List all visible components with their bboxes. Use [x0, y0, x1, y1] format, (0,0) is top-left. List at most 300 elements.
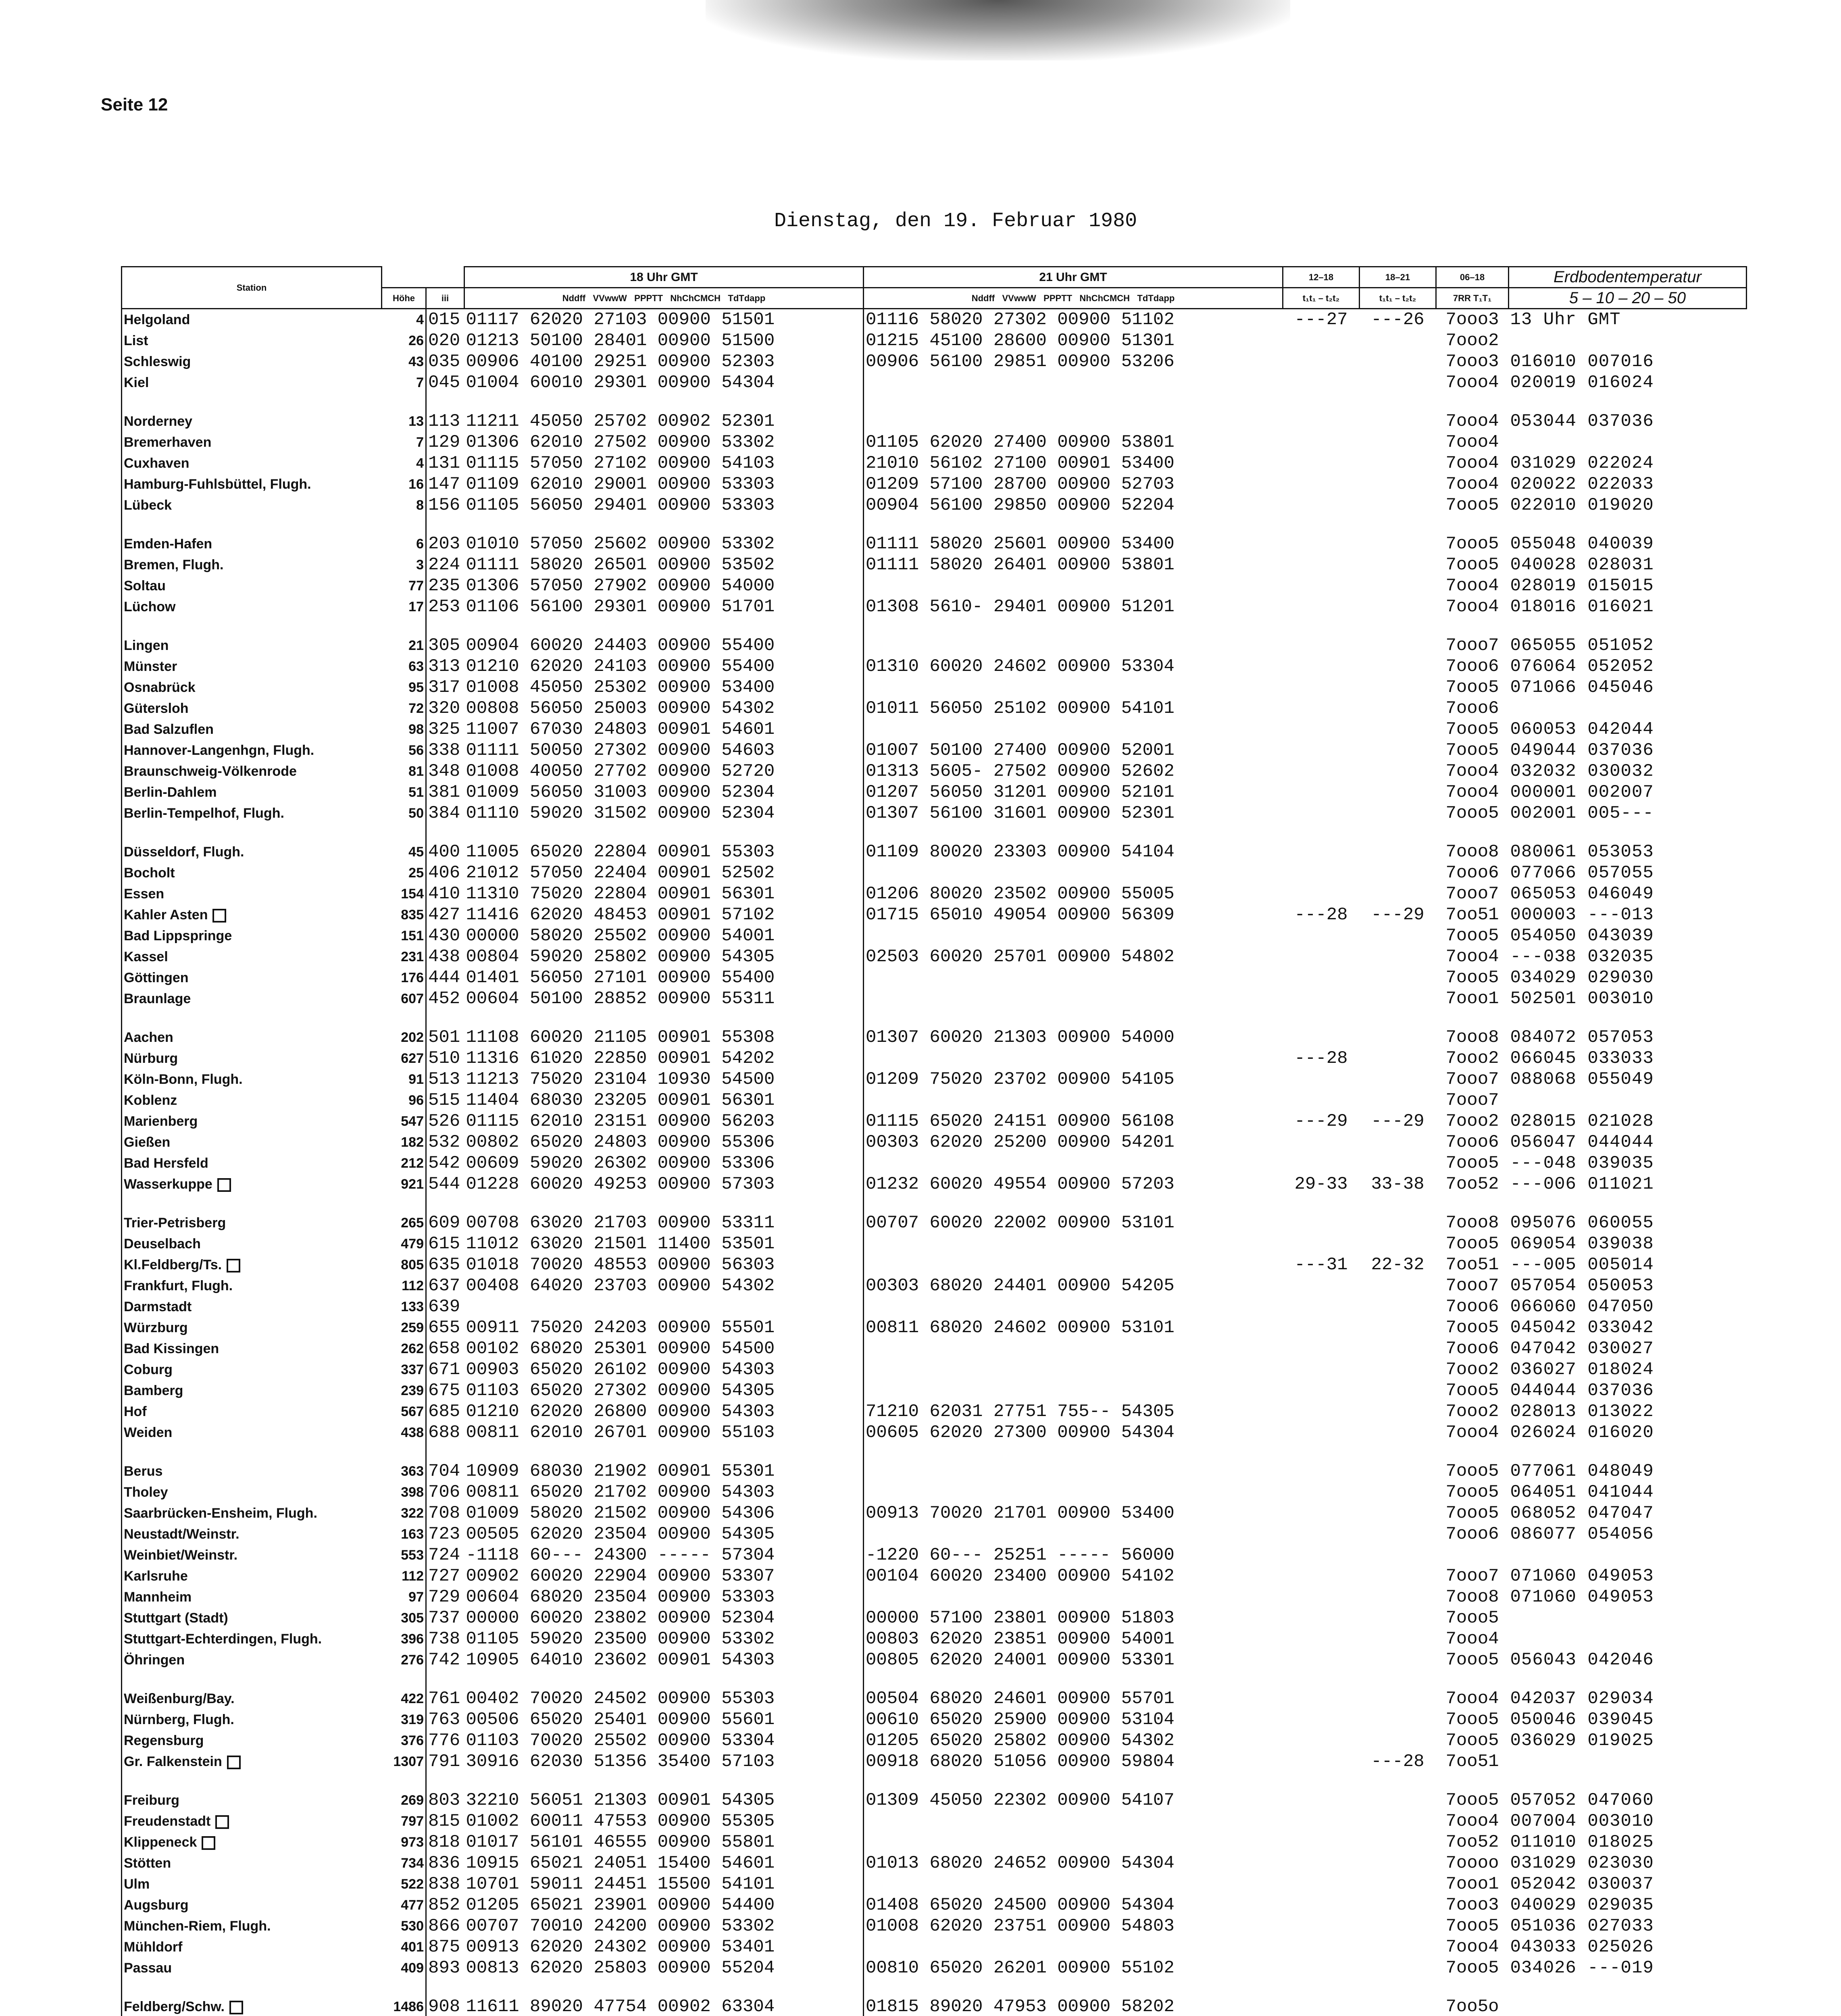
soil-temp [1509, 1996, 1747, 2016]
group-06-18: 7oo52 [1445, 1832, 1499, 1852]
temp-12-18 [1283, 1132, 1360, 1153]
obs-18-uhr: 00708 63020 21703 00900 53311 [464, 1212, 864, 1233]
station-name: Deuselbach [122, 1233, 382, 1254]
obs-18-uhr: 01018 70020 48553 00900 56303 [464, 1254, 864, 1275]
table-row [122, 411, 1747, 432]
station-name: Hof [122, 1401, 382, 1422]
station-id: 384 [428, 803, 460, 823]
soil-temp: 047042 030027 [1510, 1339, 1654, 1359]
row-spacer [122, 1979, 1747, 1996]
group-06-18: 7ooo5 [1445, 1608, 1499, 1628]
group-06-18: 7ooo3 [1445, 1895, 1499, 1915]
obs-18-uhr: 00102 68020 25301 00900 54500 [464, 1338, 864, 1359]
obs-18-uhr: 00804 59020 25802 00900 54305 [464, 946, 864, 967]
scan-smudge [706, 0, 1290, 60]
group-06-18: 7ooo5 [1445, 1503, 1499, 1523]
station-name: Emden-Hafen [122, 533, 382, 554]
temp-12-18 [1283, 1811, 1360, 1832]
table-row [122, 1937, 1747, 1958]
station-id: 253 [428, 597, 460, 617]
soil-temp: 026024 016020 [1510, 1422, 1654, 1443]
temp-12-18 [1283, 635, 1360, 656]
obs-21-uhr [864, 1832, 1283, 1853]
table-row [122, 1132, 1747, 1153]
iii-header: iii [426, 288, 464, 309]
station-name: Würzburg [122, 1317, 382, 1338]
station-id: 400 [428, 842, 460, 862]
obs-18-uhr: 00402 70020 24502 00900 55303 [464, 1688, 864, 1709]
temp-12-18 [1283, 656, 1360, 677]
soil-temp: 028013 013022 [1510, 1402, 1654, 1422]
obs-18-uhr: 01111 58020 26501 00900 53502 [464, 554, 864, 575]
temp-12-18 [1283, 946, 1360, 967]
group-06-18: 7ooo5 [1445, 803, 1499, 823]
station-height: 438 [382, 1422, 426, 1443]
obs-18-uhr: 00902 60020 22904 00900 53307 [464, 1566, 864, 1587]
temp-18-21 [1360, 1338, 1436, 1359]
obs-18-uhr: 21012 57050 22404 00901 52502 [464, 862, 864, 883]
obs-18-uhr: 00408 64020 23703 00900 54302 [464, 1275, 864, 1296]
group-06-18: 7ooo5 [1445, 1234, 1499, 1254]
station-name: Weißenburg/Bay. [122, 1688, 382, 1709]
table-row [122, 698, 1747, 719]
soil-temp: 086077 054056 [1510, 1524, 1654, 1544]
group-06-18: 7ooo5 [1445, 1710, 1499, 1730]
temp-12-18 [1283, 453, 1360, 474]
soil-temp [1509, 1090, 1747, 1111]
subheader-21: Nddff VVwwW PPPTT NhChCMCH TdTdapp [864, 288, 1283, 309]
temp-18-21 [1360, 1132, 1436, 1153]
obs-18-uhr [464, 1296, 864, 1317]
table-row [122, 803, 1747, 824]
soil-temp [1509, 432, 1747, 453]
group-06-18: 7ooo4 [1445, 782, 1499, 802]
station-name: Helgoland [122, 309, 382, 331]
temp-12-18 [1283, 1317, 1360, 1338]
obs-21-uhr [864, 1090, 1283, 1111]
temp-12-18 [1283, 372, 1360, 393]
obs-18-uhr: 11007 67030 24803 00901 54601 [464, 719, 864, 740]
obs-21-uhr [864, 1937, 1283, 1958]
station-height: 151 [382, 925, 426, 946]
obs-21-uhr: 01313 5605- 27502 00900 52602 [866, 761, 1175, 781]
obs-18-uhr: 01106 56100 29301 00900 51701 [464, 596, 864, 617]
table-row [122, 453, 1747, 474]
station-height: 112 [382, 1275, 426, 1296]
obs-21-uhr: 71210 62031 27751 755-- 54305 [866, 1402, 1175, 1422]
temp-12-18 [1283, 1503, 1360, 1524]
station-id: 515 [428, 1090, 460, 1110]
group-06-18: 7ooo6 [1445, 863, 1499, 883]
obs-21-uhr: 02503 60020 25701 00900 54802 [866, 947, 1175, 967]
obs-18-uhr: 11005 65020 22804 00901 55303 [464, 841, 864, 862]
soil-temp: 069054 039038 [1510, 1234, 1654, 1254]
obs-18-uhr: 01103 70020 25502 00900 53304 [464, 1730, 864, 1751]
table-row [122, 330, 1747, 351]
temp-12-18 [1283, 1629, 1360, 1649]
obs-21-uhr: 00605 62020 27300 00900 54304 [866, 1422, 1175, 1443]
obs-21-uhr: 01206 80020 23502 00900 55005 [866, 884, 1175, 904]
station-id: 406 [428, 863, 460, 883]
obs-18-uhr: 11404 68030 23205 00901 56301 [464, 1090, 864, 1111]
station-height: 13 [382, 411, 426, 432]
obs-18-uhr: 01306 62010 27502 00900 53302 [464, 432, 864, 453]
temp-12-18 [1283, 330, 1360, 351]
temp-12-18 [1283, 554, 1360, 575]
table-row [122, 1153, 1747, 1174]
temp-12-18 [1283, 1296, 1360, 1317]
group-06-18: 7ooo3 [1445, 352, 1499, 372]
obs-21-uhr: 01307 60020 21303 00900 54000 [866, 1027, 1175, 1048]
temp-18-21 [1360, 1688, 1436, 1709]
soil-temp [1509, 1608, 1747, 1629]
station-id: 866 [428, 1916, 460, 1936]
station-name: Tholey [122, 1482, 382, 1503]
obs-21-uhr: 01309 45050 22302 00900 54107 [866, 1790, 1175, 1810]
station-height: 202 [382, 1027, 426, 1048]
group-06-18: 7ooo5 [1445, 968, 1499, 988]
row-spacer [122, 393, 1747, 411]
obs-21-uhr: 00906 56100 29851 00900 53206 [866, 352, 1175, 372]
obs-18-uhr: 01115 62010 23151 00900 56203 [464, 1111, 864, 1132]
temp-12-18 [1283, 967, 1360, 988]
obs-18-uhr: 00506 65020 25401 00900 55601 [464, 1709, 864, 1730]
temp-12-18 [1283, 411, 1360, 432]
temp-18-21 [1360, 1730, 1436, 1751]
temp-18-21 [1360, 1629, 1436, 1649]
subheader-18: Nddff VVwwW PPPTT NhChCMCH TdTdapp [464, 288, 864, 309]
station-id: 635 [428, 1255, 460, 1275]
soil-temp [1509, 1545, 1747, 1566]
group-06-18: 7ooo7 [1445, 1276, 1499, 1296]
temp-18-21 [1360, 1048, 1436, 1069]
station-height: 17 [382, 596, 426, 617]
temp-12-18 [1283, 782, 1360, 803]
temp-18-21 [1360, 1233, 1436, 1254]
temp-18-21 [1360, 1422, 1436, 1443]
obs-21-uhr [864, 1359, 1283, 1380]
station-id: 818 [428, 1832, 460, 1852]
station-name: Ulm [122, 1874, 382, 1895]
group-06-18: 7ooo5 [1445, 1482, 1499, 1502]
obs-18-uhr: 30916 62030 51356 35400 57103 [464, 1751, 864, 1772]
station-height: 25 [382, 862, 426, 883]
table-row [122, 1111, 1747, 1132]
obs-21-uhr: 01011 56050 25102 00900 54101 [866, 698, 1175, 719]
group-06-18: 7ooo4 [1445, 432, 1499, 452]
station-name: Aachen [122, 1027, 382, 1048]
soil-temp: 055048 040039 [1510, 534, 1654, 554]
obs-18-uhr: 01213 50100 28401 00900 51500 [464, 330, 864, 351]
soil-temp: 042037 029034 [1510, 1689, 1654, 1709]
temp-12-18 [1283, 575, 1360, 596]
table-row [122, 309, 1747, 331]
obs-21-uhr [864, 575, 1283, 596]
soil-temp: 056047 044044 [1510, 1132, 1654, 1152]
station-name: Hamburg-Fuhlsbüttel, Flugh. [122, 474, 382, 495]
group-06-18: 7ooo5 [1445, 1790, 1499, 1810]
soil-temp: 020019 016024 [1510, 373, 1654, 393]
temp-12-18 [1283, 1790, 1360, 1811]
station-height: 607 [382, 988, 426, 1009]
station-height: 45 [382, 841, 426, 862]
group-06-18: 7ooo2 [1445, 1402, 1499, 1422]
station-id: 015 [428, 310, 460, 330]
temp-12-18: ---27 [1294, 310, 1348, 330]
temp-12-18 [1283, 1587, 1360, 1608]
temp-18-21 [1360, 656, 1436, 677]
soil-temp: 065053 046049 [1510, 884, 1654, 904]
temp-18-21 [1360, 1832, 1436, 1853]
row-spacer [122, 1009, 1747, 1027]
station-id: 875 [428, 1937, 460, 1957]
temp-18-21 [1360, 635, 1436, 656]
soil-temp: 064051 041044 [1510, 1482, 1654, 1502]
row-spacer [122, 1772, 1747, 1790]
station-id: 729 [428, 1587, 460, 1607]
obs-18-uhr: 00808 56050 25003 00900 54302 [464, 698, 864, 719]
table-row [122, 1958, 1747, 1979]
obs-18-uhr: 00813 62020 25803 00900 55204 [464, 1958, 864, 1979]
obs-21-uhr: 00913 70020 21701 00900 53400 [866, 1503, 1175, 1523]
station-name: Freiburg [122, 1790, 382, 1811]
temp-12-18 [1283, 1359, 1360, 1380]
station-height: 522 [382, 1874, 426, 1895]
station-name: Neustadt/Weinstr. [122, 1524, 382, 1545]
soil-temp: 077066 057055 [1510, 863, 1654, 883]
station-name: Braunschweig-Völkenrode [122, 761, 382, 782]
table-row [122, 1524, 1747, 1545]
temp-18-21 [1360, 1401, 1436, 1422]
soil-temp: 000001 002007 [1510, 782, 1654, 802]
station-height: 43 [382, 351, 426, 372]
station-id: 348 [428, 761, 460, 781]
station-name: Coburg [122, 1359, 382, 1380]
table-row [122, 925, 1747, 946]
obs-21-uhr: 01109 80020 23303 00900 54104 [866, 842, 1175, 862]
temp-18-21 [1360, 1996, 1436, 2016]
temp-12-18 [1283, 1895, 1360, 1916]
temp-12-18 [1283, 803, 1360, 824]
table-row [122, 1709, 1747, 1730]
group-06-18: 7ooo4 [1445, 373, 1499, 393]
temp-18-21 [1360, 1853, 1436, 1874]
soil-temp: 040028 028031 [1510, 555, 1654, 575]
obs-21-uhr [864, 677, 1283, 698]
obs-21-uhr: 00904 56100 29850 00900 52204 [866, 495, 1175, 515]
obs-18-uhr: 01205 65021 23901 00900 54400 [464, 1895, 864, 1916]
group-06-18: 7ooo4 [1445, 1689, 1499, 1709]
temp-18-21 [1360, 803, 1436, 824]
temp-18-21 [1360, 1212, 1436, 1233]
station-height: 921 [382, 1174, 426, 1195]
temp-18-21 [1360, 1566, 1436, 1587]
header-18-21: 18–21 [1360, 267, 1436, 288]
station-name: Hannover-Langenhgn, Flugh. [122, 740, 382, 761]
station-id: 723 [428, 1524, 460, 1544]
soil-temp: 007004 003010 [1510, 1811, 1654, 1831]
table-row [122, 1401, 1747, 1422]
station-height: 805 [382, 1254, 426, 1275]
mountain-station-marker-icon [227, 1259, 240, 1272]
station-header: Station [122, 267, 382, 309]
station-id: 156 [428, 495, 460, 515]
obs-21-uhr: 00918 68020 51056 00900 59804 [866, 1752, 1175, 1772]
table-row [122, 1422, 1747, 1443]
obs-18-uhr: 00911 75020 24203 00900 55501 [464, 1317, 864, 1338]
group-06-18: 7ooo8 [1445, 1587, 1499, 1607]
obs-21-uhr: 01715 65010 49054 00900 56309 [866, 905, 1175, 925]
station-name: Gr. Falkenstein [122, 1751, 382, 1772]
obs-18-uhr: 00913 62020 24302 00900 53401 [464, 1937, 864, 1958]
station-id: 688 [428, 1422, 460, 1443]
temp-18-21 [1360, 1153, 1436, 1174]
station-id: 147 [428, 474, 460, 494]
temp-18-21 [1360, 1296, 1436, 1317]
station-name: Kl.Feldberg/Ts. [122, 1254, 382, 1275]
station-height: 72 [382, 698, 426, 719]
group-06-18: 7ooo7 [1445, 1069, 1499, 1089]
station-id: 776 [428, 1731, 460, 1751]
station-name: Feldberg/Schw. [122, 1996, 382, 2016]
group-06-18: 7ooo5 [1445, 740, 1499, 760]
group-06-18: 7ooo2 [1445, 1360, 1499, 1380]
temp-18-21 [1360, 1649, 1436, 1670]
group-06-18: 7ooo4 [1445, 453, 1499, 473]
soil-temp: 031029 023030 [1510, 1853, 1654, 1873]
station-height: 96 [382, 1090, 426, 1111]
station-name: Marienberg [122, 1111, 382, 1132]
obs-21-uhr: 01307 56100 31601 00900 52301 [866, 803, 1175, 823]
row-spacer [122, 1443, 1747, 1461]
table-row [122, 719, 1747, 740]
obs-21-uhr [864, 862, 1283, 883]
mountain-station-marker-icon [227, 1756, 241, 1769]
station-id: 129 [428, 432, 460, 452]
temp-18-21 [1360, 1275, 1436, 1296]
station-name: Wasserkuppe [122, 1174, 382, 1195]
temp-12-18 [1283, 533, 1360, 554]
obs-18-uhr: 01306 57050 27902 00900 54000 [464, 575, 864, 596]
obs-21-uhr: 00707 60020 22002 00900 53101 [866, 1213, 1175, 1233]
soil-temp: 071060 049053 [1510, 1587, 1654, 1607]
temp-12-18: 29-33 [1294, 1174, 1348, 1194]
soil-temp: 077061 048049 [1510, 1461, 1654, 1481]
station-height: 95 [382, 677, 426, 698]
table-row [122, 1048, 1747, 1069]
station-id: 224 [428, 555, 460, 575]
table-row [122, 1649, 1747, 1670]
obs-21-uhr: 01310 60020 24602 00900 53304 [866, 656, 1175, 677]
table-row [122, 1482, 1747, 1503]
soil-temp: 036029 019025 [1510, 1731, 1654, 1751]
table-row [122, 1996, 1747, 2016]
soil-temp: 502501 003010 [1510, 989, 1654, 1009]
station-name: Karlsruhe [122, 1566, 382, 1587]
obs-18-uhr: 01008 45050 25302 00900 53400 [464, 677, 864, 698]
mountain-station-marker-icon [215, 1815, 229, 1829]
station-height: 154 [382, 883, 426, 904]
obs-18-uhr: 11211 45050 25702 00902 52301 [464, 411, 864, 432]
station-name: Bocholt [122, 862, 382, 883]
soil-temp: 084072 057053 [1510, 1027, 1654, 1048]
soil-temp [1509, 1751, 1747, 1772]
station-height: 8 [382, 495, 426, 516]
station-height: 7 [382, 432, 426, 453]
obs-18-uhr: 01010 57050 25602 00900 53302 [464, 533, 864, 554]
group-06-18: 7ooo5 [1445, 1381, 1499, 1401]
station-id: 444 [428, 968, 460, 988]
table-row [122, 761, 1747, 782]
table-header [122, 267, 1747, 309]
obs-21-uhr [864, 1524, 1283, 1545]
temp-12-18 [1283, 495, 1360, 516]
station-id: 675 [428, 1381, 460, 1401]
temp-18-21: 22-32 [1371, 1255, 1424, 1275]
group-06-18: 7ooo4 [1445, 597, 1499, 617]
station-height: 16 [382, 474, 426, 495]
obs-18-uhr: 11108 60020 21105 00901 55308 [464, 1027, 864, 1048]
temp-18-21 [1360, 862, 1436, 883]
temp-18-21 [1360, 698, 1436, 719]
station-height: 269 [382, 1790, 426, 1811]
group-06-18: 7ooo1 [1445, 989, 1499, 1009]
group-06-18: 7ooo5 [1445, 1958, 1499, 1978]
temp-12-18 [1283, 1608, 1360, 1629]
station-name: Lüchow [122, 596, 382, 617]
group-06-18: 7ooo4 [1445, 474, 1499, 494]
obs-21-uhr: 01111 58020 25601 00900 53400 [866, 534, 1175, 554]
station-height: 567 [382, 1401, 426, 1422]
station-height: 133 [382, 1296, 426, 1317]
station-name: Soltau [122, 575, 382, 596]
temp-12-18 [1283, 1338, 1360, 1359]
soil-temp: 045042 033042 [1510, 1318, 1654, 1338]
temp-12-18 [1283, 1996, 1360, 2016]
temp-18-21: ---26 [1371, 310, 1424, 330]
station-height: 276 [382, 1649, 426, 1670]
table-row [122, 1811, 1747, 1832]
soil-temp: 016010 007016 [1510, 352, 1654, 372]
group-06-18: 7ooo6 [1445, 1339, 1499, 1359]
temp-12-18 [1283, 474, 1360, 495]
station-name: Stuttgart (Stadt) [122, 1608, 382, 1629]
station-name: Osnabrück [122, 677, 382, 698]
group-06-18: 7ooo4 [1445, 576, 1499, 596]
table-row [122, 1174, 1747, 1195]
header-erdbodentemperatur: Erdbodentemperatur [1509, 267, 1747, 288]
station-id: 020 [428, 331, 460, 351]
station-height: 305 [382, 1608, 426, 1629]
obs-21-uhr: 00810 65020 26201 00900 55102 [866, 1958, 1175, 1978]
temp-18-21 [1360, 719, 1436, 740]
obs-18-uhr: 01008 40050 27702 00900 52720 [464, 761, 864, 782]
obs-21-uhr: 00803 62020 23851 00900 54001 [866, 1629, 1175, 1649]
subheader-06-18: 7RR T₁T₁ [1436, 288, 1509, 309]
obs-18-uhr: 11310 75020 22804 00901 56301 [464, 883, 864, 904]
station-id: 526 [428, 1111, 460, 1131]
group-06-18: 7oo51 [1445, 1255, 1499, 1275]
temp-12-18 [1283, 1709, 1360, 1730]
station-name: Weinbiet/Weinstr. [122, 1545, 382, 1566]
temp-12-18: ---28 [1294, 1048, 1348, 1068]
temp-18-21 [1360, 474, 1436, 495]
temp-18-21: ---28 [1371, 1752, 1424, 1772]
station-height: 51 [382, 782, 426, 803]
table-row [122, 1317, 1747, 1338]
obs-21-uhr: 01013 68020 24652 00900 54304 [866, 1853, 1175, 1873]
soil-temp: 065055 051052 [1510, 635, 1654, 656]
